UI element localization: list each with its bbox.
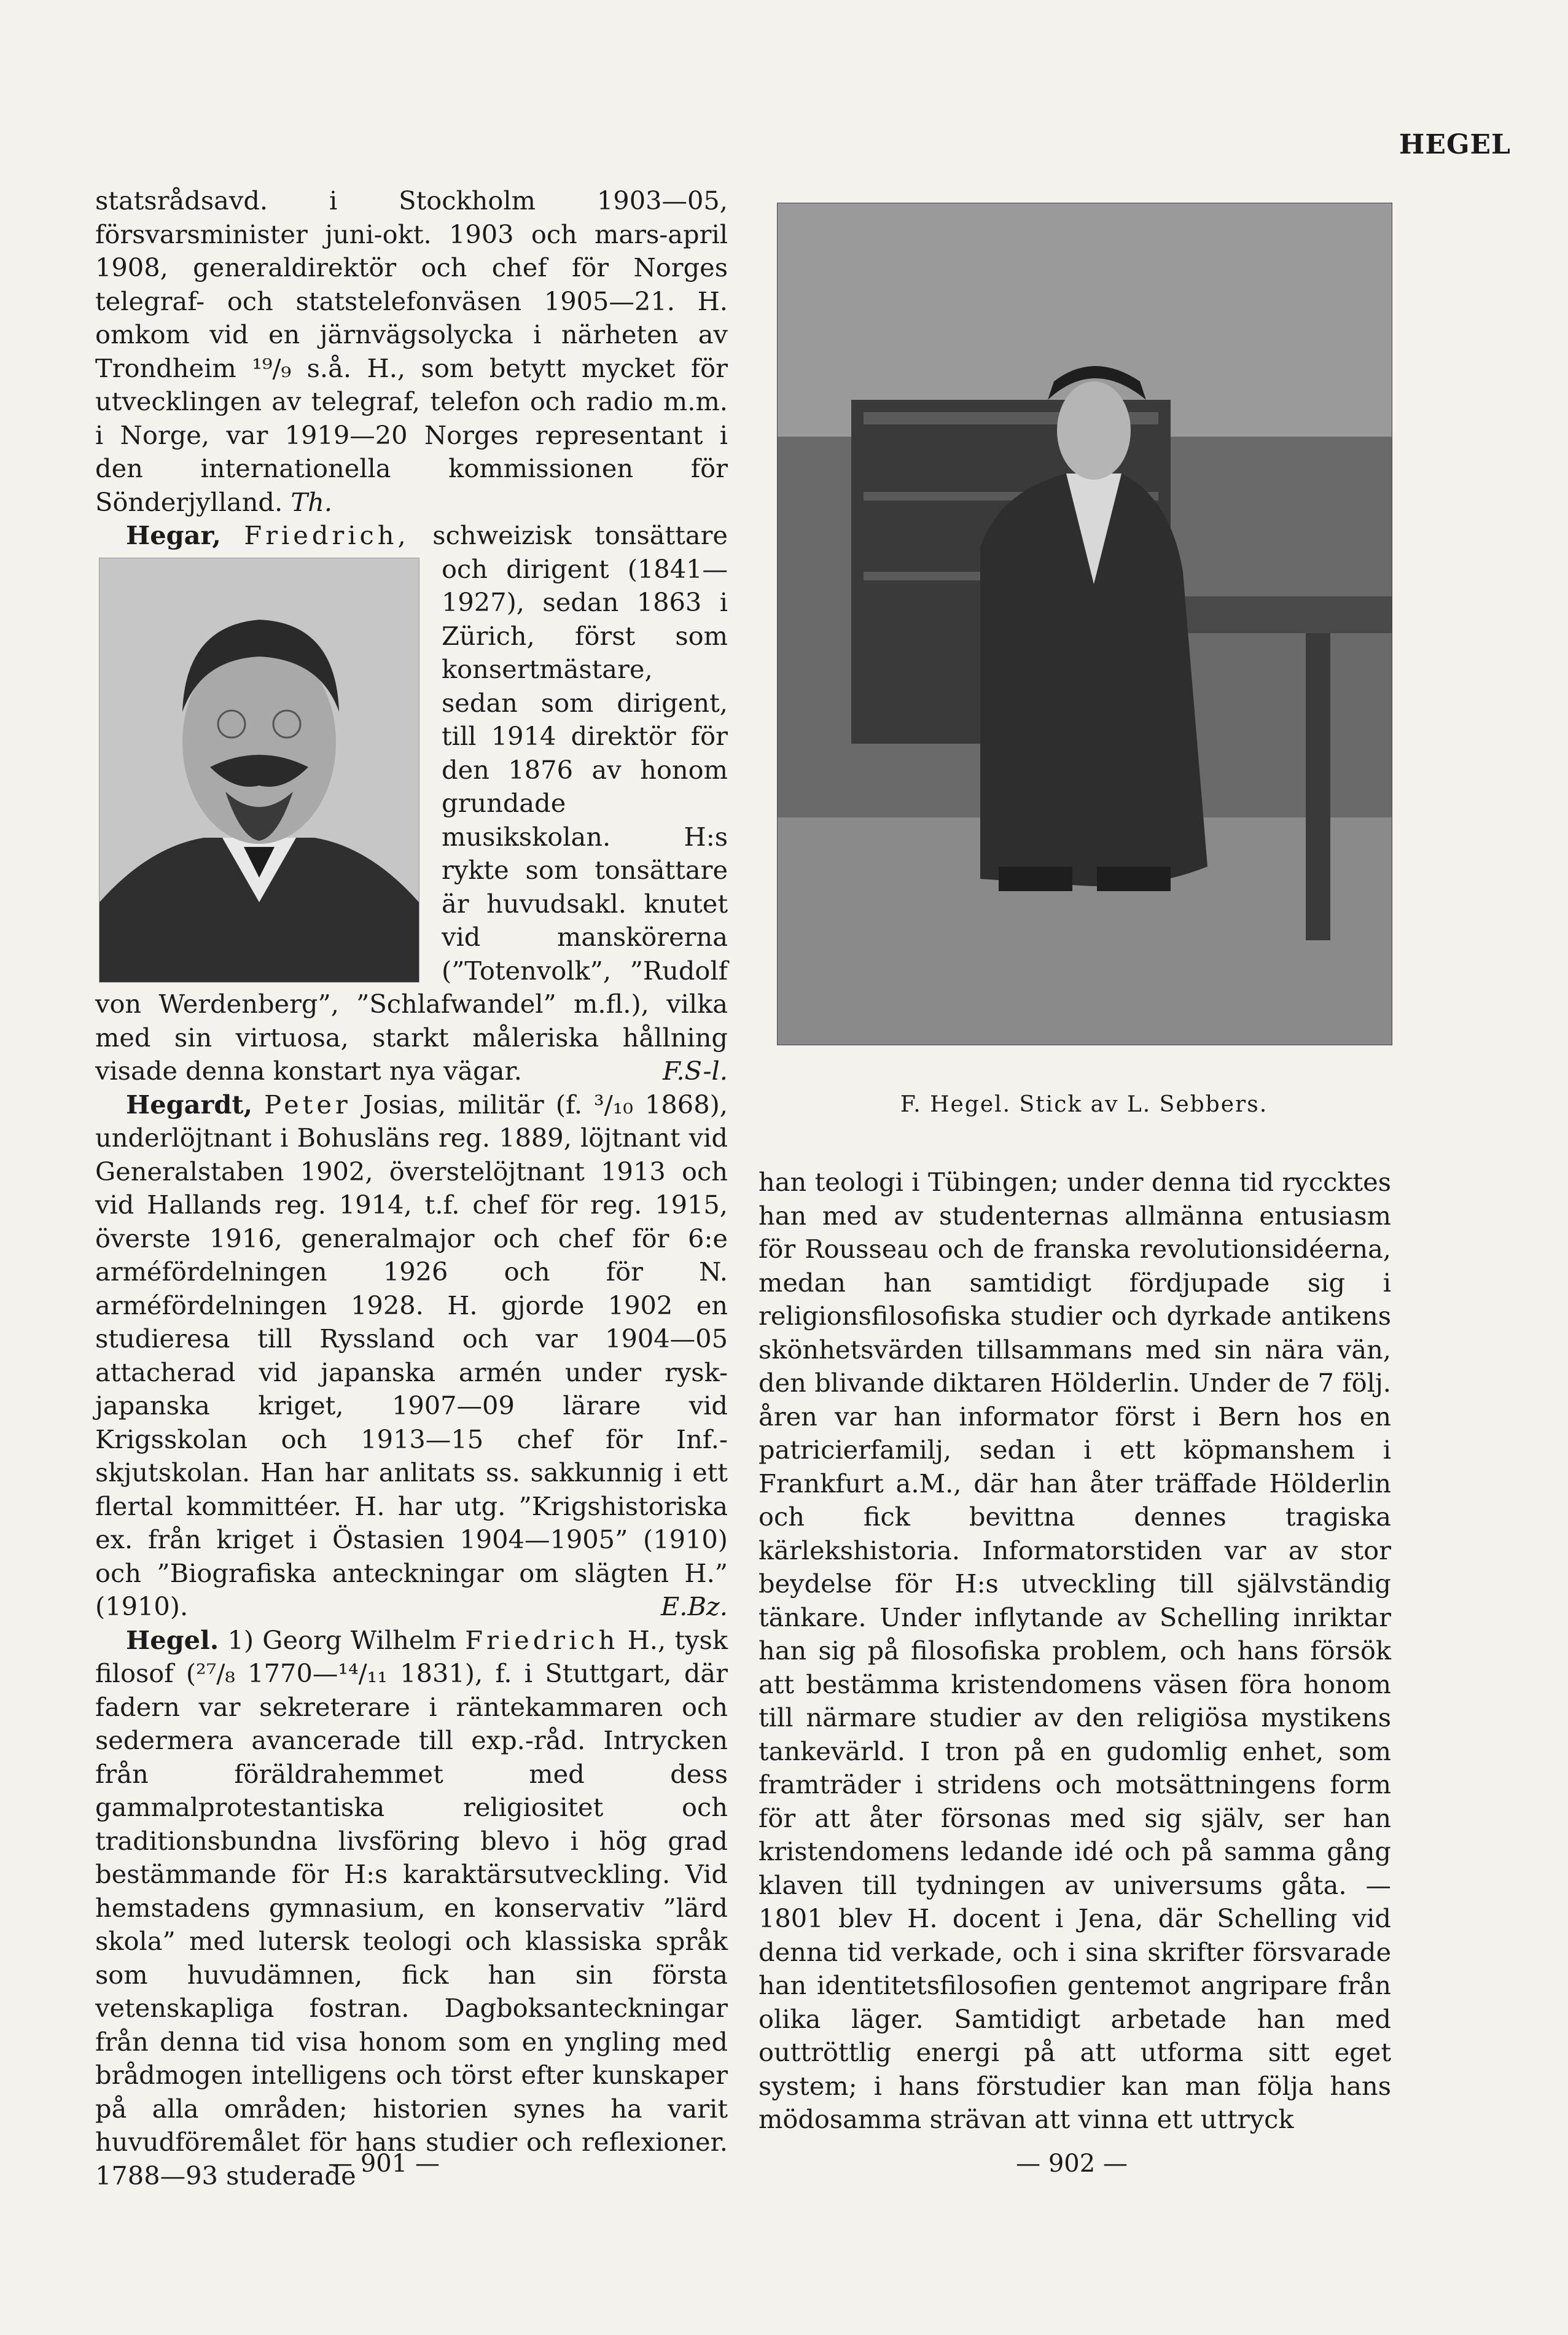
author-signature: F.S-l. <box>663 1056 728 1086</box>
author-signature: E.Bz. <box>660 1591 728 1621</box>
left-column <box>95 184 728 2193</box>
engraving-illustration <box>778 203 1392 1045</box>
entry-hegardt <box>95 1088 728 1624</box>
figure-caption: F. Hegel. Stick av L. Sebbers. <box>900 1092 1268 1117</box>
entry-given-name-prefix: 1) Georg Wilhelm <box>227 1624 457 1655</box>
entry-headword: Hegel. <box>126 1624 219 1655</box>
entry-text: H., tysk filosof (²⁷/₈ 1770—¹⁴/₁₁ 1831), f. i Stuttgart, där fadern var sekreterare i räntekammaren och sedermera avancerade till exp.-råd. Intrycken från föräldrahemmet med dess gammalprotestantiska religiositet och traditionsbundna livsföring blevo i hög grad bestämmande för H:s karaktärsutveckling. Vid hemstadens gymnasium, en konservativ ”lärd skola” med lutersk teologi och klassiska språk som huvudämnen, fick han sin första vetenskapliga fostran. Dagboksanteckningar från denna tid visa honom som en yngling med brådmogen intelligens och törst efter kunskaper på alla områden; historien synes ha varit huvudföremålet för hans studier och reflexioner. 1788—93 studerade <box>95 1624 728 2191</box>
page-number-right: — 902 — <box>1016 2150 1128 2178</box>
paragraph-continued <box>95 184 728 519</box>
entry-given-name: Friedrich, <box>244 520 410 550</box>
entry-headword: Hegar, <box>126 520 221 550</box>
entry-given-name: Friedrich <box>465 1624 619 1655</box>
portrait-hegar <box>99 558 419 983</box>
entry-headword: Hegardt, <box>126 1089 253 1120</box>
entry-hegel <box>95 1624 728 2193</box>
running-header: HEGEL <box>1398 129 1511 160</box>
entry-text: Josias, militär (f. ³/₁₀ 1868), underlöjtnant i Bohusläns reg. 1889, löjtnant vid Generalstaben 1902, överstelöjtnant 1913 och vid Hallands reg. 1914, t.f. chef för reg. 1915, överste 1916, generalmajor och chef för 6:e arméfördelningen 1926 och för N. arméfördelningen 1928. H. gjorde 1902 en studieresa till Ryssland och var 1904—05 attacherad vid japanska armén under rysk-japanska kriget, 1907—09 lärare vid Krigsskolan och 1913—15 chef för Inf.-skjutskolan. Han har anlitats ss. sakkunnig i ett flertal kommittéer. H. har utg. ”Krigshistoriska ex. från kriget i Östasien 1904—1905” (1910) och ”Biografiska anteckningar om slägten H.” (1910). <box>95 1089 728 1621</box>
engraving-hegel <box>777 203 1392 1045</box>
right-column <box>759 1166 1391 2137</box>
portrait-illustration <box>99 558 419 982</box>
author-signature: Th. <box>291 486 333 517</box>
entry-text: schweizisk tonsättare och dirigent (1841—1927), sedan 1863 i Zürich, först som konsertmästare, sedan som dirigent, till 1914 direktör för den 1876 av honom grundade musikskolan. H:s rykte som tonsättare är huvudsakl. knutet vid manskörerna (”Totenvolk”, ”Rudolf von Werdenberg”, ”Schlafwandel” m.fl.), vilka med sin virtuosa, starkt måleriska hållning visade denna konstart nya vägar. <box>95 520 728 1086</box>
page-number-left: — 901 — <box>328 2150 440 2178</box>
entry-hegar <box>95 519 728 1088</box>
paragraph-text: han teologi i Tübingen; under denna tid ryccktes han med av studenternas allmänna entusiasm för Rousseau och de franska revolutionsidéerna, medan han samtidigt fördjupade sig i religionsfilosofiska studier och dyrkade antikens skönhetsvärden tillsammans med sin nära vän, den blivande diktaren Hölderlin. Under de 7 följ. åren var han informator först i Bern hos en patricierfamilj, sedan i ett köpmanshem i Frankfurt a.M., där han åter träffade Hölderlin och fick bevittna dennes tragiska kärlekshistoria. Informatorstiden var av stor beydelse för H:s utveckling till självständig tänkare. Under inflytande av Schelling inriktar han sig på filosofiska problem, och hans försök att bestämma kristendomens väsen föra honom till närmare studier av den religiösa mystikens tankevärld. I tron på en gudomlig enhet, som framträder i stridens och motsättningens form för att åter försonas med sig själv, ser han kristendomens ledande idé och på samma gång klaven till tydningen av universums gåta. — 1801 blev H. docent i Jena, där Schelling vid denna tid verkade, och i sina skrifter försvarade han identitetsfilosofien gentemot angripare från olika läger. Samtidigt arbetade han med outtröttlig energi på att utforma sitt eget system; i hans förstudier kan man följa hans mödosamma strävan att vinna ett uttryck <box>759 1167 1391 2134</box>
paragraph-text: statsrådsavd. i Stockholm 1903—05, försvarsminister juni-okt. 1903 och mars-april 1908, generaldirektör och chef för Norges telegraf- och statstelefonväsen 1905—21. H. omkom vid en järnvägsolycka i närheten av Trondheim ¹⁹/₉ s.å. H., som betytt mycket för utvecklingen av telegraf, telefon och radio m.m. i Norge, var 1919—20 Norges representant i den internationella kommissionen för Sönderjylland. <box>95 185 728 517</box>
entry-given-name: Peter <box>264 1089 351 1120</box>
